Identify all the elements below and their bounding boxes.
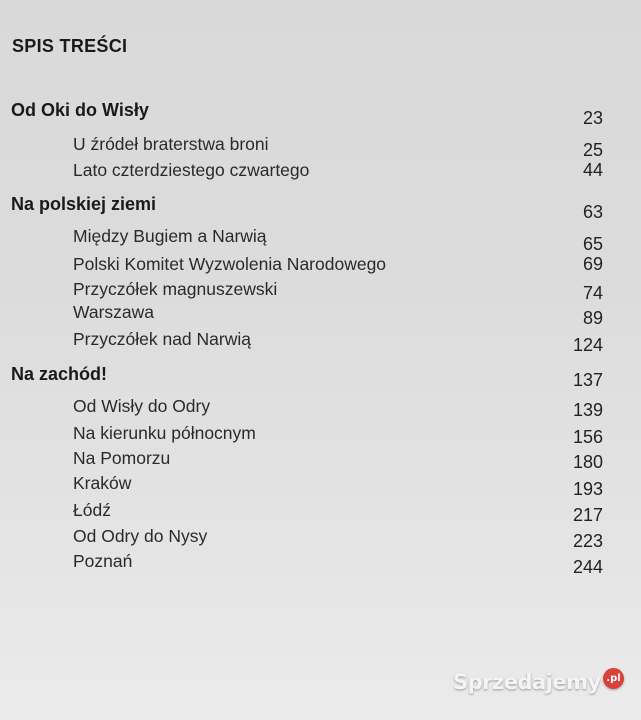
- toc-chapter-row: [0, 526, 641, 550]
- toc-section-row: [0, 194, 641, 222]
- toc-title: SPIS TREŚCI: [12, 36, 128, 56]
- toc-chapter-row: [0, 396, 641, 420]
- chapter-title: Warszawa: [73, 302, 155, 322]
- toc-chapter-row: [0, 254, 641, 278]
- toc-chapter-row: [0, 473, 641, 497]
- watermark-logo: Sprzedajemy: [453, 670, 601, 694]
- chapter-title: Na kierunku północnym: [73, 423, 256, 443]
- page-number: 180: [572, 452, 603, 472]
- toc-chapter-row: [0, 500, 641, 524]
- chapter-title: Lato czterdziestego czwartego: [73, 160, 310, 180]
- toc-chapter-row: [0, 329, 641, 353]
- page-number: 65: [582, 234, 603, 254]
- chapter-title: Przyczółek nad Narwią: [73, 329, 251, 349]
- toc-chapter-row: [0, 423, 641, 447]
- chapter-title: Poznań: [73, 551, 133, 571]
- chapter-title: Od Wisły do Odry: [73, 396, 211, 416]
- page-number: 244: [572, 557, 603, 577]
- chapter-title: Łódź: [73, 500, 111, 520]
- section-title: Na polskiej ziemi: [11, 194, 157, 214]
- page-number: 124: [572, 335, 603, 355]
- page-number: 139: [572, 400, 603, 420]
- toc-section-row: [0, 100, 641, 128]
- page-number: 23: [582, 108, 603, 128]
- watermark-badge-icon: .pl: [603, 668, 624, 689]
- page-number: 25: [582, 140, 603, 160]
- page-number: 74: [582, 283, 603, 303]
- page-number: 193: [572, 479, 603, 499]
- chapter-title: Od Odry do Nysy: [73, 526, 208, 546]
- page-number: 217: [572, 505, 603, 525]
- page-number: 89: [582, 308, 603, 328]
- toc-chapter-row: [0, 160, 641, 184]
- toc-chapter-row: [0, 551, 641, 575]
- page-number: 223: [572, 531, 603, 551]
- chapter-title: Przyczółek magnuszewski: [73, 279, 278, 299]
- chapter-title: Między Bugiem a Narwią: [73, 226, 267, 246]
- page-number: 137: [572, 370, 603, 390]
- toc-chapter-row: [0, 448, 641, 472]
- toc-section-row: [0, 364, 641, 388]
- page-number: 156: [572, 427, 603, 447]
- section-title: Na zachód!: [11, 364, 108, 384]
- chapter-title: Kraków: [73, 473, 132, 493]
- page-number: 69: [582, 254, 603, 274]
- page-number: 63: [582, 202, 603, 222]
- page-number: 44: [582, 160, 603, 180]
- chapter-title: Na Pomorzu: [73, 448, 171, 468]
- chapter-title: Polski Komitet Wyzwolenia Narodowego: [73, 254, 387, 274]
- toc-chapter-row: [0, 279, 641, 303]
- toc-chapter-row: [0, 134, 641, 158]
- toc-chapter-row: [0, 226, 641, 254]
- chapter-title: U źródeł braterstwa broni: [73, 134, 269, 154]
- section-title: Od Oki do Wisły: [11, 100, 149, 120]
- toc-chapter-row: [0, 302, 641, 326]
